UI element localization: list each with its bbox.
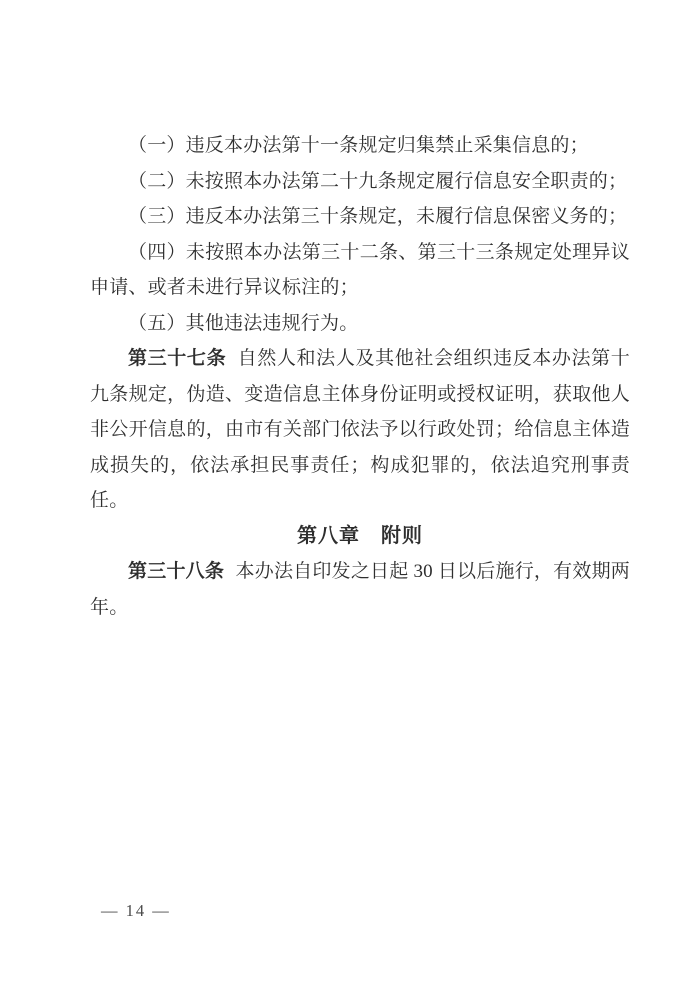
clause-item-5: （五）其他违法违规行为。 [128, 312, 359, 334]
clause-item-4: （四）未按照本办法第三十二条、第三十三条规定处理异议申请、或者未进行异议标注的； [90, 241, 630, 298]
article-37-paragraph [90, 341, 630, 519]
article-37-number: 第三十七条 [128, 348, 227, 369]
chapter-heading: 第八章 附则 [297, 524, 423, 547]
clause-item-3: （三）违反本办法第三十条规定，未履行信息保密义务的； [128, 206, 628, 227]
article-38-paragraph [90, 554, 630, 625]
clause-item-1: （一）违反本办法第十一条规定归集禁止采集信息的； [128, 135, 589, 156]
article-38-text: 本办法自印发之日起 30 日以后施行，有效期两年。 [90, 561, 630, 618]
page-number: — 14 — [101, 901, 171, 920]
article-38-number: 第三十八条 [128, 561, 225, 582]
document-body [90, 128, 630, 625]
clause-item-2: （二）未按照本办法第二十九条规定履行信息安全职责的； [128, 170, 628, 192]
article-37-text: 自然人和法人及其他社会组织违反本办法第十九条规定，伪造、变造信息主体身份证明或授权证明，获取他人非公开信息的，由市有关部门依法予以行政处罚；给信息主体造成损失的，依法承担民事责任；构成犯罪的，依法追究刑事责任。 [90, 348, 630, 511]
